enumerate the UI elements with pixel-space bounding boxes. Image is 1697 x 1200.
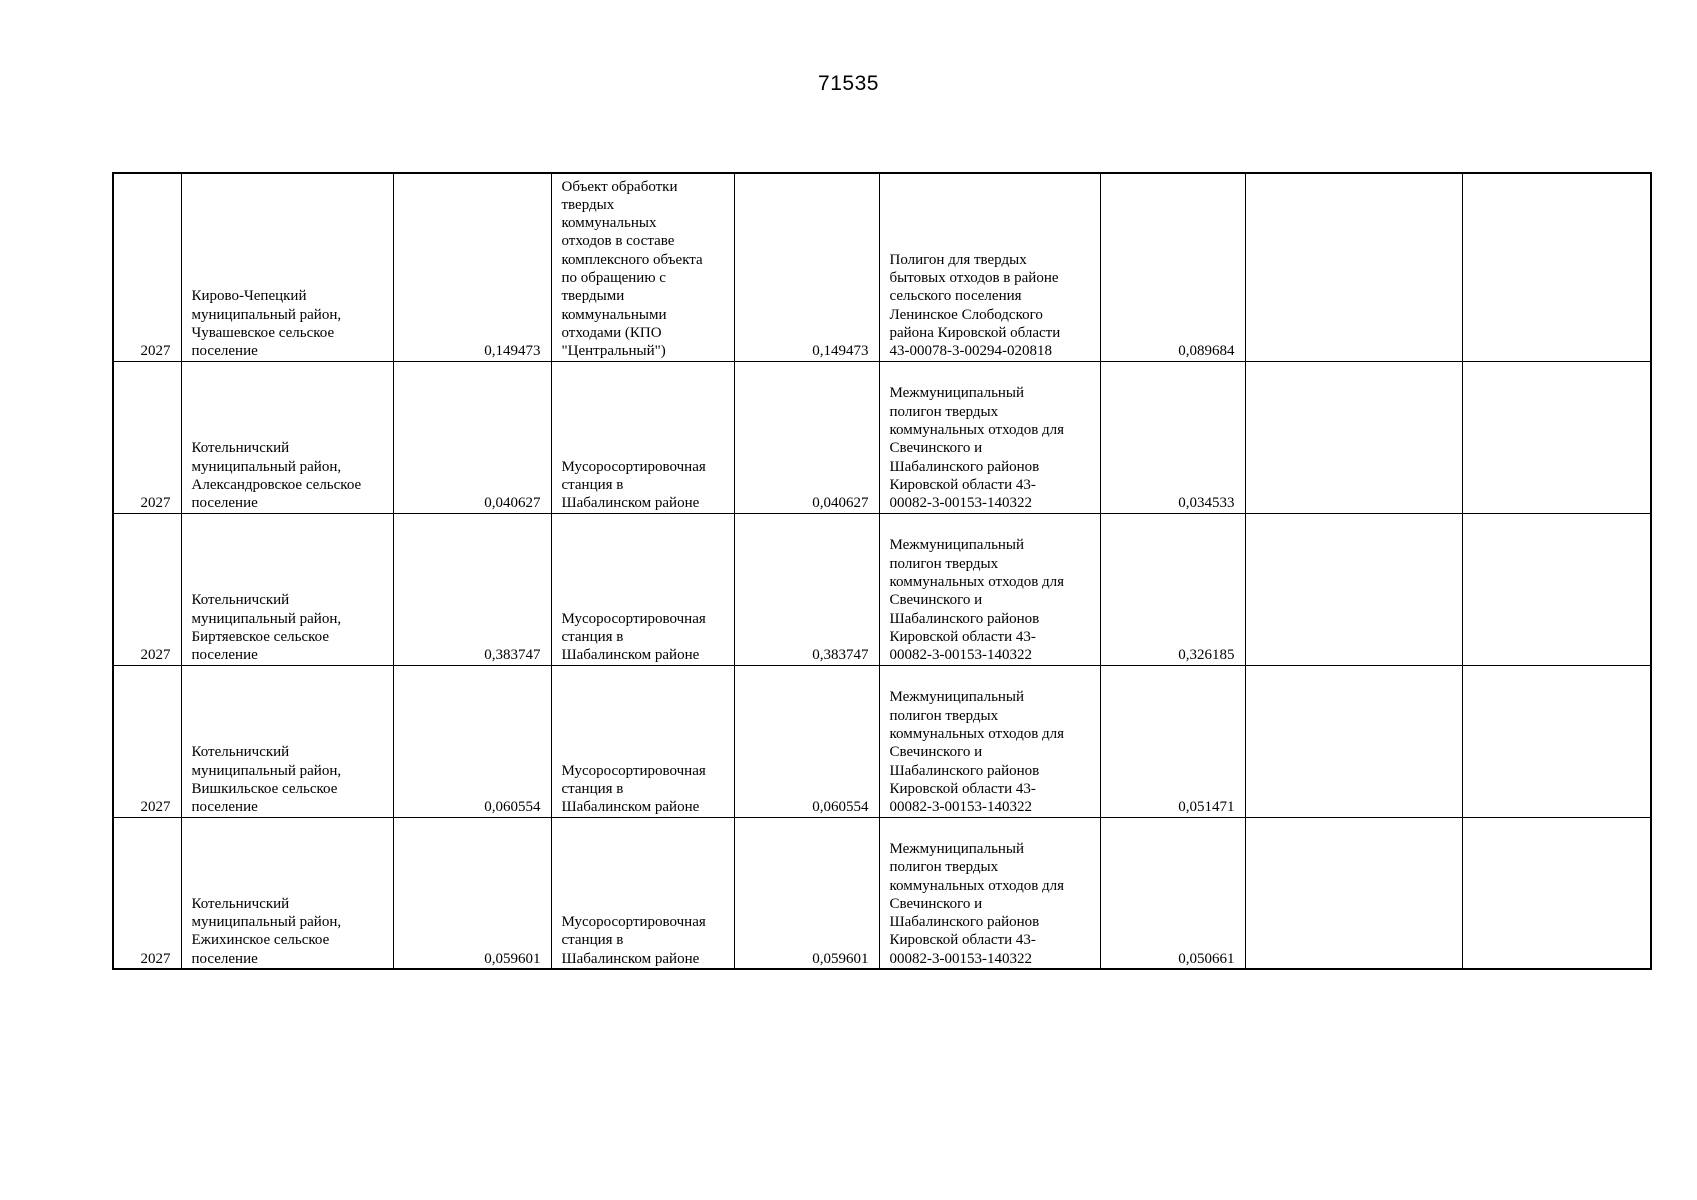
extra-cell-2	[1462, 513, 1651, 665]
year-cell: 2027	[113, 513, 181, 665]
extra-cell-1	[1245, 665, 1462, 817]
extra-cell-2	[1462, 361, 1651, 513]
volume-disposed-cell: 0,051471	[1100, 665, 1245, 817]
year-cell: 2027	[113, 173, 181, 361]
volume-disposed-cell: 0,050661	[1100, 817, 1245, 969]
year-cell: 2027	[113, 361, 181, 513]
volume-processed-cell: 0,149473	[734, 173, 879, 361]
table-row	[113, 513, 1651, 665]
municipality-cell: Кирово-Чепецкий муниципальный район, Чувашевское сельское поселение	[181, 173, 393, 361]
processing-facility-cell: Объект обработки твердых коммунальных отходов в составе комплексного объекта по обращению с твердыми коммунальными отходами (КПО "Центральный")	[551, 173, 734, 361]
table-row	[113, 665, 1651, 817]
extra-cell-1	[1245, 361, 1462, 513]
extra-cell-1	[1245, 173, 1462, 361]
extra-cell-1	[1245, 817, 1462, 969]
volume-generated-cell: 0,060554	[393, 665, 551, 817]
extra-cell-1	[1245, 513, 1462, 665]
volume-disposed-cell: 0,089684	[1100, 173, 1245, 361]
municipality-cell: Котельничский муниципальный район, Александровское сельское поселение	[181, 361, 393, 513]
table-row	[113, 173, 1651, 361]
disposal-facility-cell: Межмуниципальный полигон твердых коммунальных отходов для Свечинского и Шабалинского районов Кировской области 43- 00082-3-00153-140322	[879, 665, 1100, 817]
disposal-facility-cell: Межмуниципальный полигон твердых коммунальных отходов для Свечинского и Шабалинского районов Кировской области 43- 00082-3-00153-140322	[879, 817, 1100, 969]
disposal-facility-cell: Межмуниципальный полигон твердых коммунальных отходов для Свечинского и Шабалинского районов Кировской области 43- 00082-3-00153-140322	[879, 361, 1100, 513]
processing-facility-cell: Мусоросортировочная станция в Шабалинском районе	[551, 513, 734, 665]
volume-processed-cell: 0,059601	[734, 817, 879, 969]
year-cell: 2027	[113, 665, 181, 817]
municipality-cell: Котельничский муниципальный район, Вишкильское сельское поселение	[181, 665, 393, 817]
disposal-facility-cell: Полигон для твердых бытовых отходов в районе сельского поселения Ленинское Слободского района Кировской области 43-00078-3-00294-020818	[879, 173, 1100, 361]
table-row	[113, 817, 1651, 969]
disposal-facility-cell: Межмуниципальный полигон твердых коммунальных отходов для Свечинского и Шабалинского районов Кировской области 43- 00082-3-00153-140322	[879, 513, 1100, 665]
volume-generated-cell: 0,040627	[393, 361, 551, 513]
volume-generated-cell: 0,149473	[393, 173, 551, 361]
extra-cell-2	[1462, 817, 1651, 969]
extra-cell-2	[1462, 173, 1651, 361]
table-row	[113, 361, 1651, 513]
volume-processed-cell: 0,383747	[734, 513, 879, 665]
volume-generated-cell: 0,383747	[393, 513, 551, 665]
volume-disposed-cell: 0,034533	[1100, 361, 1245, 513]
waste-flow-table	[112, 172, 1652, 970]
extra-cell-2	[1462, 665, 1651, 817]
year-cell: 2027	[113, 817, 181, 969]
volume-processed-cell: 0,040627	[734, 361, 879, 513]
municipality-cell: Котельничский муниципальный район, Биртяевское сельское поселение	[181, 513, 393, 665]
volume-processed-cell: 0,060554	[734, 665, 879, 817]
municipality-cell: Котельничский муниципальный район, Ежихинское сельское поселение	[181, 817, 393, 969]
processing-facility-cell: Мусоросортировочная станция в Шабалинском районе	[551, 817, 734, 969]
processing-facility-cell: Мусоросортировочная станция в Шабалинском районе	[551, 361, 734, 513]
processing-facility-cell: Мусоросортировочная станция в Шабалинском районе	[551, 665, 734, 817]
volume-disposed-cell: 0,326185	[1100, 513, 1245, 665]
volume-generated-cell: 0,059601	[393, 817, 551, 969]
page-number: 71535	[818, 72, 879, 95]
